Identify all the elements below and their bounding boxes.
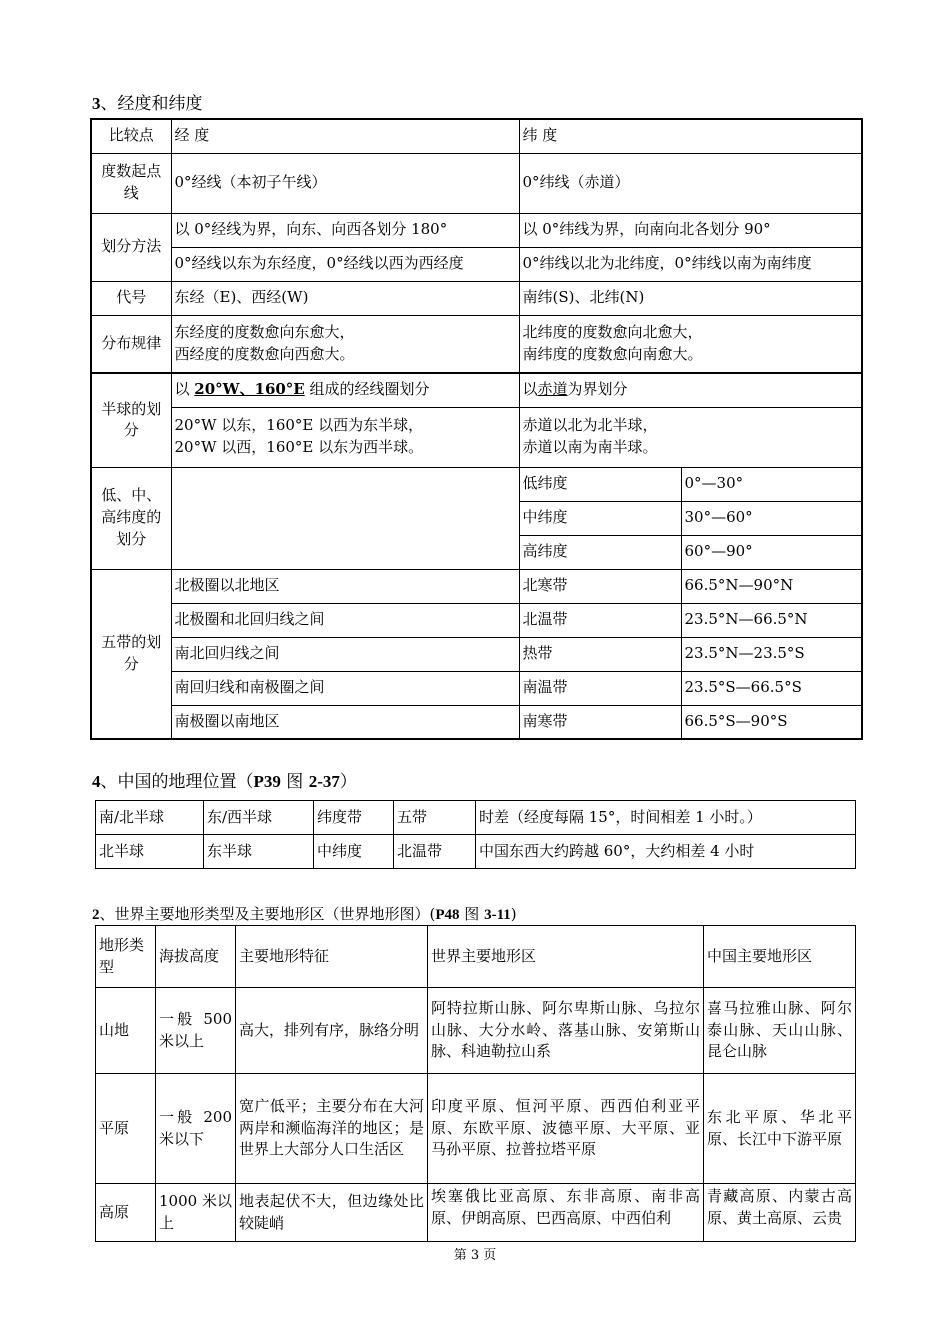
- cell: 北极圈以北地区: [171, 569, 519, 603]
- cell: 南温带: [519, 671, 681, 705]
- cell: 南寒带: [519, 705, 681, 739]
- table-row: [91, 603, 862, 637]
- cell: 1000 米以上: [156, 1184, 236, 1242]
- cell: 66.5°N—90°N: [681, 569, 862, 603]
- cell-line: 20°W 以西，160°E 以东为西半球。: [174, 438, 424, 456]
- header-cell: 经 度: [171, 119, 519, 153]
- row-label: 半球的划分: [91, 373, 171, 467]
- landform-table: [95, 925, 856, 1242]
- cell: 0°纬线以北为北纬度，0°纬线以南为南纬度: [519, 247, 862, 281]
- header-cell: 海拔高度: [156, 926, 236, 988]
- cell: 北极圈和北回归线之间: [171, 603, 519, 637]
- row-label: 分布规律: [91, 315, 171, 373]
- cell: 北温带: [519, 603, 681, 637]
- table-row: [91, 247, 862, 281]
- cell: 中纬度: [314, 835, 394, 869]
- cell: 30°—60°: [681, 501, 862, 535]
- cell: 埃塞俄比亚高原、东非高原、南非高原、伊朗高原、巴西高原、中西伯利: [428, 1184, 704, 1242]
- table-row: [91, 373, 862, 407]
- row-label: 度数起点线: [91, 153, 171, 213]
- cell: 东北平原、华北平原、长江中下游平原: [704, 1074, 856, 1184]
- cell: 高纬度: [519, 535, 681, 569]
- table-row: [91, 153, 862, 213]
- cell: 南北回归线之间: [171, 637, 519, 671]
- cell: 以赤道为界划分: [519, 373, 862, 407]
- table-row: [91, 281, 862, 315]
- cell: 宽广低平；主要分布在大河两岸和濒临海洋的地区；是世界上大部分人口生活区: [236, 1074, 428, 1184]
- cell-line: 北纬度的度数愈向北愈大，: [522, 323, 703, 341]
- cell: 东半球: [204, 835, 314, 869]
- cell: 山地: [96, 988, 156, 1074]
- cell-line: 南纬度的度数愈向南愈大。: [522, 344, 703, 363]
- cell: 0°经线以东为东经度，0°经线以西为西经度: [171, 247, 519, 281]
- table-row: [91, 467, 862, 501]
- cell: 北温带: [394, 835, 476, 869]
- table-row: [91, 213, 862, 247]
- cell: [171, 407, 519, 467]
- cell: 以 20°W、160°E 组成的经线圈划分: [171, 373, 519, 407]
- cell: 南回归线和南极圈之间: [171, 671, 519, 705]
- china-location-table: [95, 800, 856, 869]
- cell: 印度平原、恒河平原、西西伯利亚平原、东欧平原、波德平原、大平原、亚马孙平原、拉普拉塔平原: [428, 1074, 704, 1184]
- table-row: [96, 988, 856, 1074]
- cell: 66.5°S—90°S: [681, 705, 862, 739]
- header-cell: 纬度带: [314, 801, 394, 835]
- header-cell: 五带: [394, 801, 476, 835]
- cell: 23.5°N—23.5°S: [681, 637, 862, 671]
- cell: 中国东西大约跨越 60°，大约相差 4 小时: [476, 835, 856, 869]
- cell: 以 0°纬线为界，向南向北各划分 90°: [519, 213, 862, 247]
- header-cell: 南/北半球: [96, 801, 204, 835]
- table-row: [96, 801, 856, 835]
- table-row: [96, 835, 856, 869]
- section-2-title: 2、世界主要地形类型及主要地形区（世界地形图）(P48 图 3-11): [92, 905, 517, 923]
- cell: 0°经线（本初子午线）: [171, 153, 519, 213]
- header-cell: 世界主要地形区: [428, 926, 704, 988]
- cell: 高大，排列有序，脉络分明: [236, 988, 428, 1074]
- table-row: [91, 637, 862, 671]
- cell: 低纬度: [519, 467, 681, 501]
- table-row: [96, 926, 856, 988]
- cell: 60°—90°: [681, 535, 862, 569]
- cell: [171, 315, 519, 373]
- cell: 南极圈以南地区: [171, 705, 519, 739]
- table-row: [91, 407, 862, 467]
- cell: 青藏高原、内蒙古高原、黄土高原、云贵: [704, 1184, 856, 1242]
- row-label: 划分方法: [91, 213, 171, 281]
- header-cell: 中国主要地形区: [704, 926, 856, 988]
- table-row: [96, 1074, 856, 1184]
- cell-line: 赤道以南为南半球。: [522, 438, 658, 456]
- cell: 热带: [519, 637, 681, 671]
- page-number: 第 3 页: [453, 1248, 497, 1263]
- section-4-title: 4、中国的地理位置（P39 图 2-37）: [92, 772, 357, 792]
- table-row: [91, 671, 862, 705]
- cell: 高原: [96, 1184, 156, 1242]
- header-cell: 地形类型: [96, 926, 156, 988]
- cell-line: 东经度的度数愈向东愈大，: [174, 323, 355, 341]
- row-label: 五带的划分: [91, 569, 171, 739]
- cell-line: 20°W 以东，160°E 以西为东半球，: [174, 416, 424, 435]
- header-cell: 主要地形特征: [236, 926, 428, 988]
- table-row: [91, 705, 862, 739]
- cell: 23.5°S—66.5°S: [681, 671, 862, 705]
- cell: 北半球: [96, 835, 204, 869]
- emphasis-text: 赤道: [537, 380, 568, 399]
- row-label: 低、中、高纬度的划分: [91, 467, 171, 569]
- cell: 平原: [96, 1074, 156, 1184]
- cell: 阿特拉斯山脉、阿尔卑斯山脉、乌拉尔山脉、大分水岭、落基山脉、安第斯山脉、科迪勒拉山系: [428, 988, 704, 1074]
- cell: 地表起伏不大，但边缘处比较陡峭: [236, 1184, 428, 1242]
- cell: [519, 407, 862, 467]
- cell: 一般 200 米以下: [156, 1074, 236, 1184]
- table-row: [96, 1184, 856, 1242]
- header-cell: 纬 度: [519, 119, 862, 153]
- cell-line: 西经度的度数愈向西愈大。: [174, 344, 355, 363]
- cell: 北寒带: [519, 569, 681, 603]
- cell: 0°纬线（赤道）: [519, 153, 862, 213]
- cell: 喜马拉雅山脉、阿尔泰山脉、天山山脉、昆仑山脉: [704, 988, 856, 1074]
- table-row: [91, 315, 862, 373]
- header-cell: 时差（经度每隔 15°，时间相差 1 小时。）: [476, 801, 856, 835]
- cell: 一般 500 米以上: [156, 988, 236, 1074]
- cell: [519, 315, 862, 373]
- table-row: [91, 119, 862, 153]
- empty-cell: [171, 467, 519, 569]
- cell-line: 赤道以北为北半球，: [522, 416, 658, 435]
- header-cell: 比较点: [91, 119, 171, 153]
- row-label: 代号: [91, 281, 171, 315]
- cell: 23.5°N—66.5°N: [681, 603, 862, 637]
- header-cell: 东/西半球: [204, 801, 314, 835]
- emphasis-text: 20°W、160°E: [194, 380, 305, 399]
- cell: 东经（E)、西经(W): [171, 281, 519, 315]
- table-row: [91, 569, 862, 603]
- cell: 以 0°经线为界，向东、向西各划分 180°: [171, 213, 519, 247]
- section-3-title: 3、经度和纬度: [92, 94, 203, 114]
- cell: 南纬(S)、北纬(N): [519, 281, 862, 315]
- lon-lat-table: [90, 118, 863, 740]
- cell: 中纬度: [519, 501, 681, 535]
- cell: 0°—30°: [681, 467, 862, 501]
